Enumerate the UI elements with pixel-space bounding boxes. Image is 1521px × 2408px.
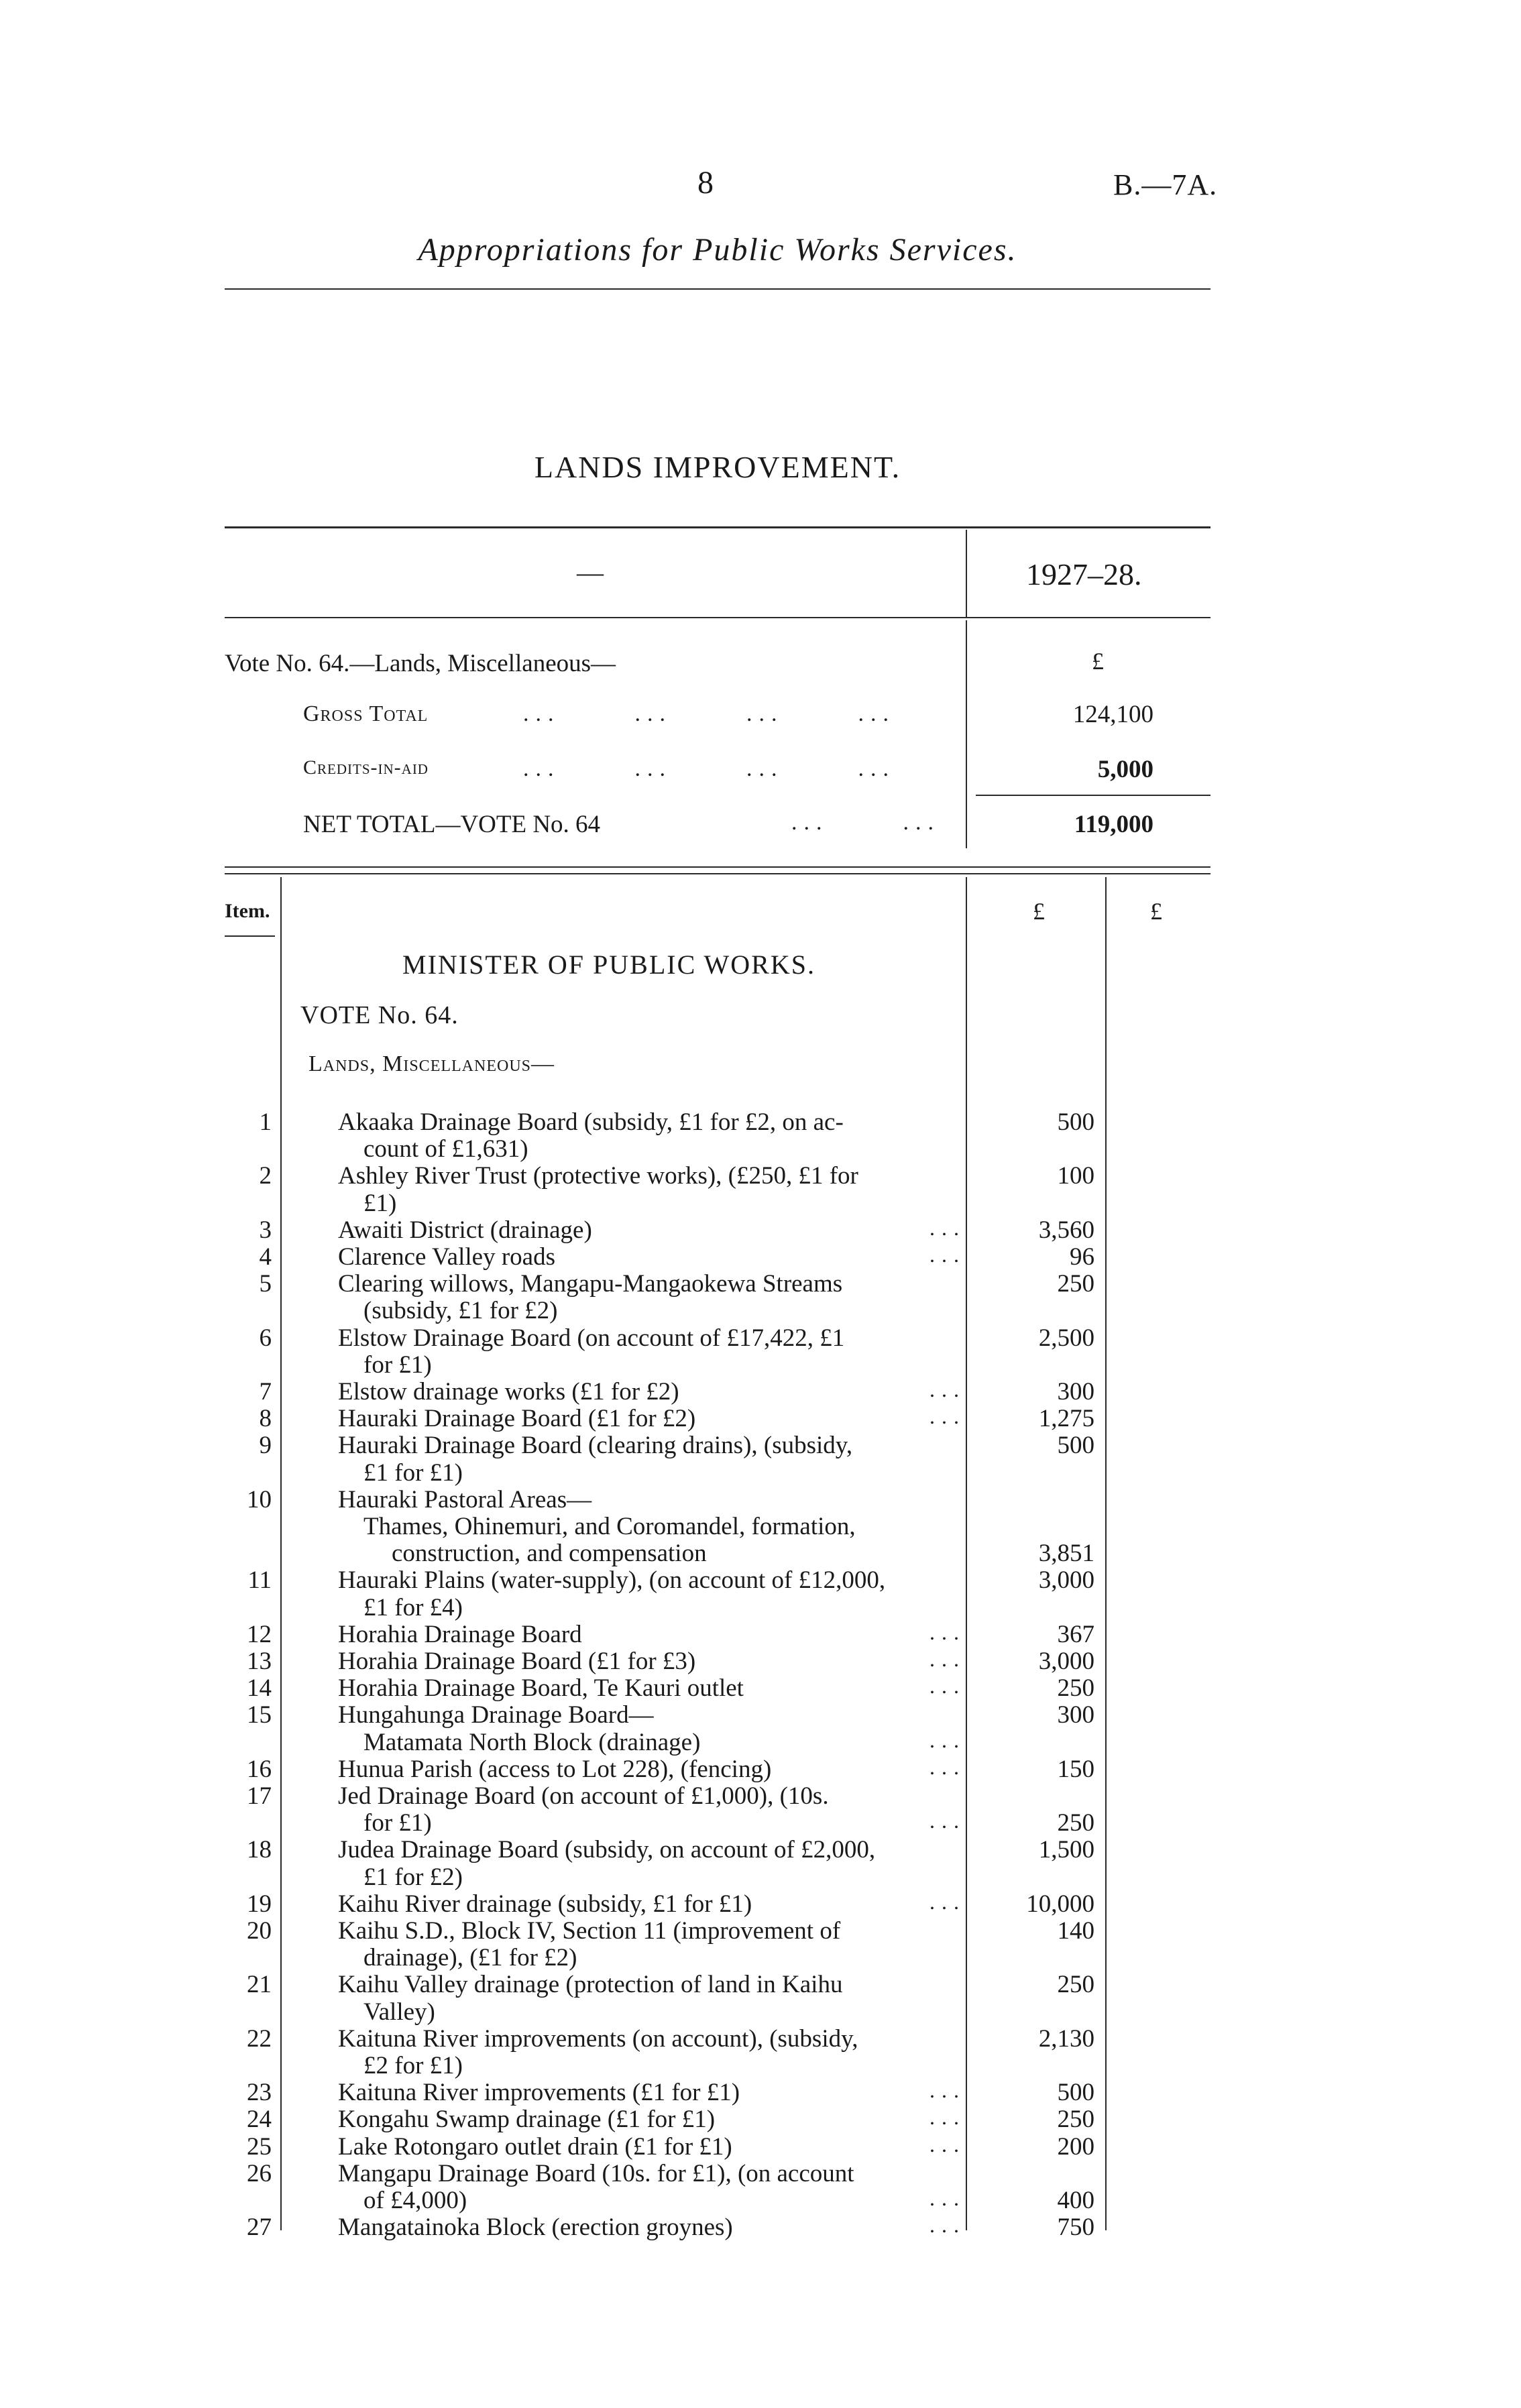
item-description: Horahia Drainage Board	[338, 1620, 582, 1648]
item-amount: 250	[1057, 1971, 1094, 1999]
dot-leader: ...	[929, 2132, 966, 2157]
item-number: 23	[247, 2079, 272, 2107]
item-amount: 150	[1057, 1755, 1094, 1783]
table-row	[0, 1377, 1521, 1404]
summary-body-divider	[966, 620, 967, 848]
item-description: £1)	[363, 1189, 397, 1217]
minister-heading: MINISTER OF PUBLIC WORKS.	[402, 950, 815, 980]
item-number: 7	[259, 1378, 272, 1406]
item-description: Akaaka Drainage Board (subsidy, £1 for £2, on ac-	[338, 1108, 844, 1136]
item-amount: 750	[1057, 2214, 1094, 2242]
item-description: Horahia Drainage Board (£1 for £3)	[338, 1648, 696, 1675]
page-number: 8	[697, 165, 714, 200]
dot-leader: ... ... ... ...	[523, 756, 895, 781]
table-row	[0, 1566, 1521, 1619]
item-amount: 3,851	[1038, 1540, 1094, 1568]
item-description: £1 for £4)	[363, 1593, 463, 1621]
item-number: 19	[247, 1890, 272, 1918]
table-row	[0, 1243, 1521, 1269]
item-number: 5	[259, 1270, 272, 1298]
gross-total-label: Gross Total	[303, 701, 429, 726]
item-description: £1 for £1)	[363, 1458, 463, 1487]
table-row	[0, 1216, 1521, 1243]
item-number: 1	[259, 1108, 272, 1136]
dot-leader: ...	[929, 2185, 966, 2210]
item-number: 17	[247, 1782, 272, 1810]
item-column-header: Item.	[225, 900, 270, 922]
item-amount: 96	[1070, 1243, 1094, 1271]
item-amount: 400	[1057, 2186, 1094, 2214]
item-amount: 1,500	[1038, 1836, 1094, 1864]
dot-leader: ...	[929, 1619, 966, 1644]
item-amount: 250	[1057, 2106, 1094, 2134]
item-number: 24	[247, 2106, 272, 2134]
table-row	[0, 1890, 1521, 1916]
table-row	[0, 2105, 1521, 2132]
dot-leader: ...	[929, 1243, 966, 1267]
item-amount: 140	[1057, 1917, 1094, 1945]
net-total-rule	[976, 795, 1210, 796]
item-number: 11	[247, 1566, 272, 1595]
table-row	[0, 1674, 1521, 1701]
dot-leader: ...	[929, 1647, 966, 1671]
table-row	[0, 2078, 1521, 2105]
dot-leader: ...	[929, 1727, 966, 1752]
item-number: 10	[247, 1485, 272, 1513]
table-row	[0, 1108, 1521, 1161]
table-row	[0, 2024, 1521, 2078]
table-row	[0, 1701, 1521, 1754]
table-row	[0, 1620, 1521, 1647]
item-number: 27	[247, 2214, 272, 2242]
item-number: 21	[247, 1971, 272, 1999]
item-number: 14	[247, 1674, 272, 1703]
total-currency: £	[1150, 898, 1162, 925]
vote-title: Vote No. 64.—Lands, Miscellaneous—	[225, 650, 616, 677]
document-code: B.—7A.	[1113, 168, 1218, 201]
item-description: Kongahu Swamp drainage (£1 for £1)	[338, 2106, 716, 2134]
page-subtitle: Appropriations for Public Works Services.	[418, 232, 1017, 268]
item-description: Horahia Drainage Board, Te Kauri outlet	[338, 1674, 744, 1703]
table-row	[0, 2132, 1521, 2159]
item-description: Clearing willows, Mangapu-Mangaokewa Streams	[338, 1270, 843, 1298]
item-description: construction, and compensation	[392, 1540, 707, 1568]
summary-top-rule	[225, 526, 1210, 528]
dot-leader: ...	[929, 1754, 966, 1779]
table-row	[0, 1324, 1521, 1377]
table-row	[0, 1916, 1521, 1970]
vote-heading: VOTE No. 64.	[300, 1001, 459, 1029]
credits-in-aid-value: 5,000	[1097, 756, 1153, 783]
summary-bottom-rule-2	[225, 873, 1210, 874]
item-description: Hunua Parish (access to Lot 228), (fencing)	[338, 1755, 772, 1783]
item-description: Matamata North Block (drainage)	[363, 1728, 701, 1756]
item-number: 8	[259, 1405, 272, 1433]
item-description: £1 for £2)	[363, 1863, 463, 1891]
item-description: £2 for £1)	[363, 2051, 463, 2079]
item-description: for £1)	[363, 1809, 432, 1837]
item-amount: 500	[1057, 2079, 1094, 2107]
item-description: count of £1,631)	[363, 1135, 528, 1163]
item-description: Hauraki Drainage Board (clearing drains), (subsidy,	[338, 1432, 853, 1460]
item-description: Clarence Valley roads	[338, 1243, 555, 1271]
summary-head-divider	[966, 530, 967, 617]
item-description: Jed Drainage Board (on account of £1,000), (10s.	[338, 1782, 829, 1810]
item-description: Hauraki Pastoral Areas—	[338, 1485, 592, 1513]
item-amount: 100	[1057, 1162, 1094, 1190]
table-row	[0, 1647, 1521, 1674]
item-number: 15	[247, 1701, 272, 1729]
item-amount: 500	[1057, 1432, 1094, 1460]
item-amount: 10,000	[1026, 1890, 1094, 1918]
dot-leader: ...	[929, 1674, 966, 1699]
item-amount: 250	[1057, 1270, 1094, 1298]
item-amount: 2,130	[1038, 2024, 1094, 2053]
item-description: Ashley River Trust (protective works), (£250, £1 for	[338, 1162, 858, 1190]
item-description: (subsidy, £1 for £2)	[363, 1297, 558, 1325]
header-rule	[225, 288, 1210, 290]
dot-leader: ...	[929, 1889, 966, 1914]
dot-leader: ...	[929, 2213, 966, 2238]
item-number: 12	[247, 1620, 272, 1648]
item-amount: 250	[1057, 1674, 1094, 1703]
amount-currency: £	[1033, 898, 1045, 925]
item-description: Awaiti District (drainage)	[338, 1216, 592, 1244]
net-total-value: 119,000	[1074, 811, 1153, 838]
item-description: Kaihu River drainage (subsidy, £1 for £1)	[338, 1890, 752, 1918]
table-row	[0, 1161, 1521, 1215]
item-description: Kaituna River improvements (£1 for £1)	[338, 2079, 740, 2107]
credits-in-aid-label: Credits-in-aid	[303, 756, 429, 779]
item-number: 4	[259, 1243, 272, 1271]
table-row	[0, 1970, 1521, 2024]
item-description: Hauraki Plains (water-supply), (on account of £12,000,	[338, 1566, 886, 1595]
dot-leader: ... ...	[791, 810, 940, 835]
summary-bottom-rule	[225, 866, 1210, 868]
summary-year: 1927–28.	[1026, 557, 1142, 591]
item-header-rule	[225, 935, 275, 937]
item-description: of £4,000)	[363, 2186, 467, 2214]
summary-col-label: —	[577, 557, 604, 587]
table-row	[0, 1782, 1521, 1835]
item-description: Mangapu Drainage Board (10s. for £1), (on account	[338, 2159, 854, 2187]
item-amount: 367	[1057, 1620, 1094, 1648]
item-description: for £1)	[363, 1351, 432, 1379]
table-row	[0, 1404, 1521, 1431]
item-description: Kaituna River improvements (on account), (subsidy,	[338, 2024, 858, 2053]
item-description: Valley)	[363, 1998, 435, 2026]
table-row	[0, 2159, 1521, 2213]
dot-leader: ...	[929, 2105, 966, 2130]
item-description: Kaihu Valley drainage (protection of land in Kaihu	[338, 1971, 843, 1999]
item-number: 16	[247, 1755, 272, 1783]
item-description: Elstow drainage works (£1 for £2)	[338, 1378, 679, 1406]
table-row	[0, 1755, 1521, 1782]
item-amount: 1,275	[1038, 1405, 1094, 1433]
item-amount: 250	[1057, 1809, 1094, 1837]
item-number: 22	[247, 2024, 272, 2053]
item-number: 3	[259, 1216, 272, 1244]
item-description: Mangatainoka Block (erection groynes)	[338, 2214, 733, 2242]
table-row	[0, 2213, 1521, 2240]
summary-head-rule	[225, 617, 1210, 618]
lands-subhead: Lands, Miscellaneous—	[308, 1051, 555, 1076]
dot-leader: ...	[929, 1404, 966, 1429]
item-description: Thames, Ohinemuri, and Coromandel, formation,	[363, 1512, 856, 1540]
table-row	[0, 1485, 1521, 1566]
dot-leader: ...	[929, 1377, 966, 1401]
item-amount: 300	[1057, 1378, 1094, 1406]
item-amount: 200	[1057, 2132, 1094, 2161]
item-amount: 500	[1057, 1108, 1094, 1136]
item-amount: 3,000	[1038, 1648, 1094, 1675]
summary-currency: £	[1092, 648, 1104, 675]
table-row	[0, 1431, 1521, 1485]
item-description: drainage), (£1 for £2)	[363, 1944, 577, 1972]
table-row	[0, 1269, 1521, 1323]
item-amount: 300	[1057, 1701, 1094, 1729]
section-title: LANDS IMPROVEMENT.	[534, 450, 901, 484]
item-number: 20	[247, 1917, 272, 1945]
item-number: 18	[247, 1836, 272, 1864]
item-amount: 3,000	[1038, 1566, 1094, 1595]
item-description: Hauraki Drainage Board (£1 for £2)	[338, 1405, 696, 1433]
item-number: 2	[259, 1162, 272, 1190]
item-description: Kaihu S.D., Block IV, Section 11 (improvement of	[338, 1917, 841, 1945]
dot-leader: ...	[929, 1809, 966, 1833]
item-number: 25	[247, 2132, 272, 2161]
item-number: 6	[259, 1324, 272, 1352]
dot-leader: ...	[929, 2078, 966, 2103]
gross-total-value: 124,100	[1072, 701, 1153, 728]
net-total-label: NET TOTAL—VOTE No. 64	[303, 811, 601, 838]
item-description: Lake Rotongaro outlet drain (£1 for £1)	[338, 2132, 732, 2161]
dot-leader: ... ... ... ...	[523, 701, 895, 726]
item-number: 26	[247, 2159, 272, 2187]
item-amount: 3,560	[1038, 1216, 1094, 1244]
item-description: Judea Drainage Board (subsidy, on account of £2,000,	[338, 1836, 876, 1864]
item-number: 13	[247, 1648, 272, 1675]
item-description: Elstow Drainage Board (on account of £17,422, £1	[338, 1324, 845, 1352]
table-row	[0, 1835, 1521, 1889]
dot-leader: ...	[929, 1215, 966, 1240]
item-description: Hungahunga Drainage Board—	[338, 1701, 654, 1729]
item-amount: 2,500	[1038, 1324, 1094, 1352]
item-number: 9	[259, 1432, 272, 1460]
